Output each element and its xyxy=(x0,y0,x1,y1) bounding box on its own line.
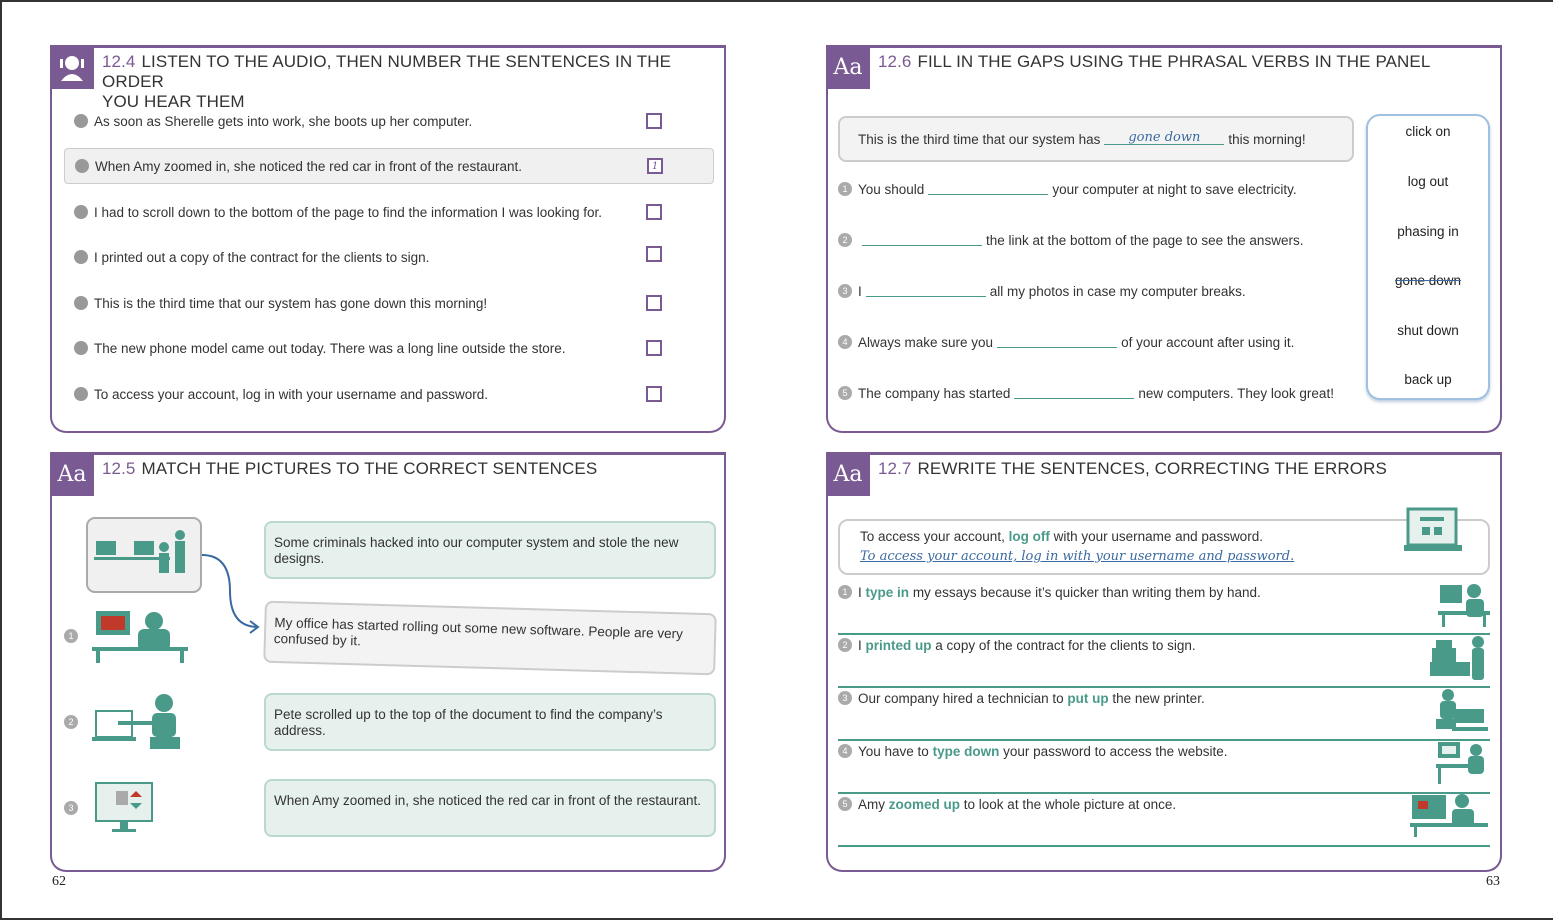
example-sentence xyxy=(838,116,1354,162)
sentence-box[interactable]: Some criminals hacked into our computer system and stole the new designs. xyxy=(264,521,716,579)
item-number: 5 xyxy=(838,797,852,811)
example-sentence xyxy=(838,519,1490,575)
exercise-title-line2: YOU HEAR THEM xyxy=(102,92,245,111)
item-number: 4 xyxy=(838,744,852,758)
bullet-dot xyxy=(74,114,88,128)
item-error: printed up xyxy=(865,638,932,653)
page-number-left: 62 xyxy=(52,874,66,889)
example-answer-blank xyxy=(1104,129,1224,145)
order-checkbox[interactable] xyxy=(646,246,662,262)
item-after: new computers. They look great! xyxy=(1138,385,1334,401)
example-after: with your username and password. xyxy=(1053,529,1263,544)
item-error: type in xyxy=(865,585,910,600)
gap-fill-item xyxy=(838,181,1348,197)
pointing-man-illustration xyxy=(92,691,188,756)
bullet-dot xyxy=(74,205,88,219)
item-after: of your account after using it. xyxy=(1121,334,1295,350)
gap-fill-item xyxy=(838,334,1348,350)
item-text xyxy=(858,691,1205,706)
exercise-12-5-panel xyxy=(50,452,726,872)
correction-item xyxy=(838,742,1490,794)
exercise-12-5-heading xyxy=(102,459,704,479)
order-checkbox[interactable] xyxy=(646,295,662,311)
listening-ear-icon xyxy=(50,45,94,89)
exercise-12-7-heading xyxy=(878,459,1480,479)
item-number: 2 xyxy=(838,638,852,652)
exercise-number: 12.7 xyxy=(878,459,912,478)
item-before: Our company hired a technician to xyxy=(858,691,1064,706)
sentence-row xyxy=(64,148,714,184)
item-before: The company has started xyxy=(858,385,1011,401)
vocabulary-badge: Aa xyxy=(826,452,870,496)
order-checkbox[interactable] xyxy=(646,386,662,402)
item-number: 3 xyxy=(838,284,852,298)
correction-item xyxy=(838,636,1490,688)
sentence-box[interactable]: Pete scrolled up to the top of the document to find the company’s address. xyxy=(264,693,716,751)
word-option-used[interactable]: gone down xyxy=(1394,273,1462,288)
item-number: 1 xyxy=(838,585,852,599)
answer-blank[interactable] xyxy=(997,332,1117,348)
bullet-dot xyxy=(75,159,89,173)
sentence-text: The new phone model came out today. There was a long line outside the store. xyxy=(94,340,566,356)
order-checkbox[interactable]: 1 xyxy=(647,158,663,174)
example-after: this morning! xyxy=(1228,131,1306,147)
item-after: the link at the bottom of the page to see the answers. xyxy=(986,232,1304,248)
match-arrow xyxy=(200,551,264,640)
gap-fill-item xyxy=(838,232,1348,248)
item-number: 5 xyxy=(838,386,852,400)
example-before: To access your account, xyxy=(860,529,1005,544)
example-error: log off xyxy=(1008,529,1050,544)
exercise-number: 12.6 xyxy=(878,52,912,71)
bullet-dot xyxy=(74,341,88,355)
desk-computer-icon xyxy=(1436,740,1490,789)
exercise-title: REWRITE THE SENTENCES, CORRECTING THE ERRORS xyxy=(917,459,1387,478)
answer-blank[interactable] xyxy=(928,179,1048,195)
vocabulary-badge: Aa xyxy=(826,45,870,89)
bullet-dot xyxy=(74,387,88,401)
exercise-title: MATCH THE PICTURES TO THE CORRECT SENTENCES xyxy=(141,459,598,478)
sentence-box[interactable]: When Amy zoomed in, she noticed the red car in front of the restaurant. xyxy=(264,779,716,837)
hacker-office-illustration xyxy=(86,517,202,598)
exercise-number: 12.4 xyxy=(102,52,136,71)
bullet-dot xyxy=(74,250,88,264)
sentence-text: To access your account, log in with your username and password. xyxy=(94,386,488,402)
item-text xyxy=(858,744,1227,759)
vocabulary-badge: Aa xyxy=(50,452,94,496)
exercise-12-7-panel xyxy=(826,452,1502,872)
exercise-title: FILL IN THE GAPS USING THE PHRASAL VERBS IN THE PANEL xyxy=(917,52,1431,71)
correction-item xyxy=(838,583,1490,635)
sentence-row xyxy=(64,285,714,321)
technician-icon xyxy=(1432,687,1490,736)
printer-person-icon xyxy=(1430,634,1490,683)
sentence-row xyxy=(64,376,714,412)
example-before: This is the third time that our system has xyxy=(858,131,1101,147)
item-after: all my photos in case my computer breaks. xyxy=(989,283,1246,299)
item-after: the new printer. xyxy=(1112,691,1205,706)
zoom-screen-illustration xyxy=(94,781,154,840)
example-answer: To access your account, log in with your username and password. xyxy=(860,549,1295,564)
page-number-right: 63 xyxy=(1486,874,1500,889)
item-number: 3 xyxy=(838,691,852,705)
word-option[interactable]: back up xyxy=(1404,372,1452,387)
sentence-row xyxy=(64,194,714,230)
laptop-illustration xyxy=(1404,507,1462,565)
order-checkbox[interactable] xyxy=(646,204,662,220)
word-option[interactable]: click on xyxy=(1405,124,1451,139)
bullet-dot xyxy=(74,296,88,310)
word-panel xyxy=(1366,114,1490,400)
computer-user-illustration xyxy=(92,607,188,668)
item-text xyxy=(858,797,1176,812)
item-after: to look at the whole picture at once. xyxy=(963,797,1177,812)
sentence-text: I had to scroll down to the bottom of the page to find the information I was looking for. xyxy=(94,204,603,220)
exercise-12-4-panel xyxy=(50,45,726,433)
sentence-row xyxy=(64,330,714,366)
item-before: Amy xyxy=(858,797,885,812)
item-before: Always make sure you xyxy=(858,334,994,350)
item-number: 1 xyxy=(838,182,852,196)
item-before: You have to xyxy=(858,744,929,759)
sentence-text: This is the third time that our system has gone down this morning! xyxy=(94,295,488,311)
sentence-row xyxy=(64,103,714,139)
item-before: You should xyxy=(858,181,925,197)
exercise-12-6-panel xyxy=(826,45,1502,433)
picture-number: 3 xyxy=(64,801,78,815)
item-after: your password to access the website. xyxy=(1003,744,1228,759)
item-before: I xyxy=(858,638,862,653)
item-error: type down xyxy=(932,744,1000,759)
picture-number: 2 xyxy=(64,715,78,729)
item-before: I xyxy=(858,283,862,299)
order-checkbox[interactable] xyxy=(646,340,662,356)
sentence-text: I printed out a copy of the contract for the clients to sign. xyxy=(94,249,430,265)
exercise-12-6-heading xyxy=(878,52,1480,72)
sentence-text: When Amy zoomed in, she noticed the red car in front of the restaurant. xyxy=(95,158,522,174)
item-error: zoomed up xyxy=(888,797,961,812)
order-checkbox[interactable] xyxy=(646,113,662,129)
exercise-title-line1: LISTEN TO THE AUDIO, THEN NUMBER THE SENTENCES IN THE ORDER xyxy=(102,52,672,91)
answer-blank[interactable] xyxy=(1014,383,1134,399)
word-option[interactable]: phasing in xyxy=(1397,224,1459,239)
typing-person-icon xyxy=(1438,581,1490,630)
item-text xyxy=(858,638,1196,653)
item-after: your computer at night to save electricity. xyxy=(1052,181,1297,197)
gap-fill-item xyxy=(838,385,1348,401)
sentence-row xyxy=(64,239,714,275)
item-before: I xyxy=(858,585,862,600)
example-original xyxy=(860,527,1488,547)
answer-blank[interactable] xyxy=(862,230,982,246)
correction-item xyxy=(838,795,1490,847)
item-number: 2 xyxy=(838,233,852,247)
gap-fill-item xyxy=(838,283,1348,299)
example-answer: gone down xyxy=(1128,130,1201,145)
sentence-box-example[interactable]: My office has started rolling out some new software. People are very confused by it. xyxy=(263,601,717,676)
word-option[interactable]: log out xyxy=(1407,174,1449,189)
item-number: 4 xyxy=(838,335,852,349)
correction-item xyxy=(838,689,1490,741)
monitor-person-icon xyxy=(1410,791,1490,842)
answer-blank[interactable] xyxy=(866,281,986,297)
picture-number: 1 xyxy=(64,629,78,643)
exercise-number: 12.5 xyxy=(102,459,136,478)
item-error: put up xyxy=(1067,691,1109,706)
item-after: my essays because it’s quicker than writing them by hand. xyxy=(912,585,1261,600)
word-option[interactable]: shut down xyxy=(1397,323,1459,338)
item-text xyxy=(858,585,1261,600)
item-after: a copy of the contract for the clients to sign. xyxy=(935,638,1196,653)
sentence-text: As soon as Sherelle gets into work, she boots up her computer. xyxy=(94,113,473,129)
